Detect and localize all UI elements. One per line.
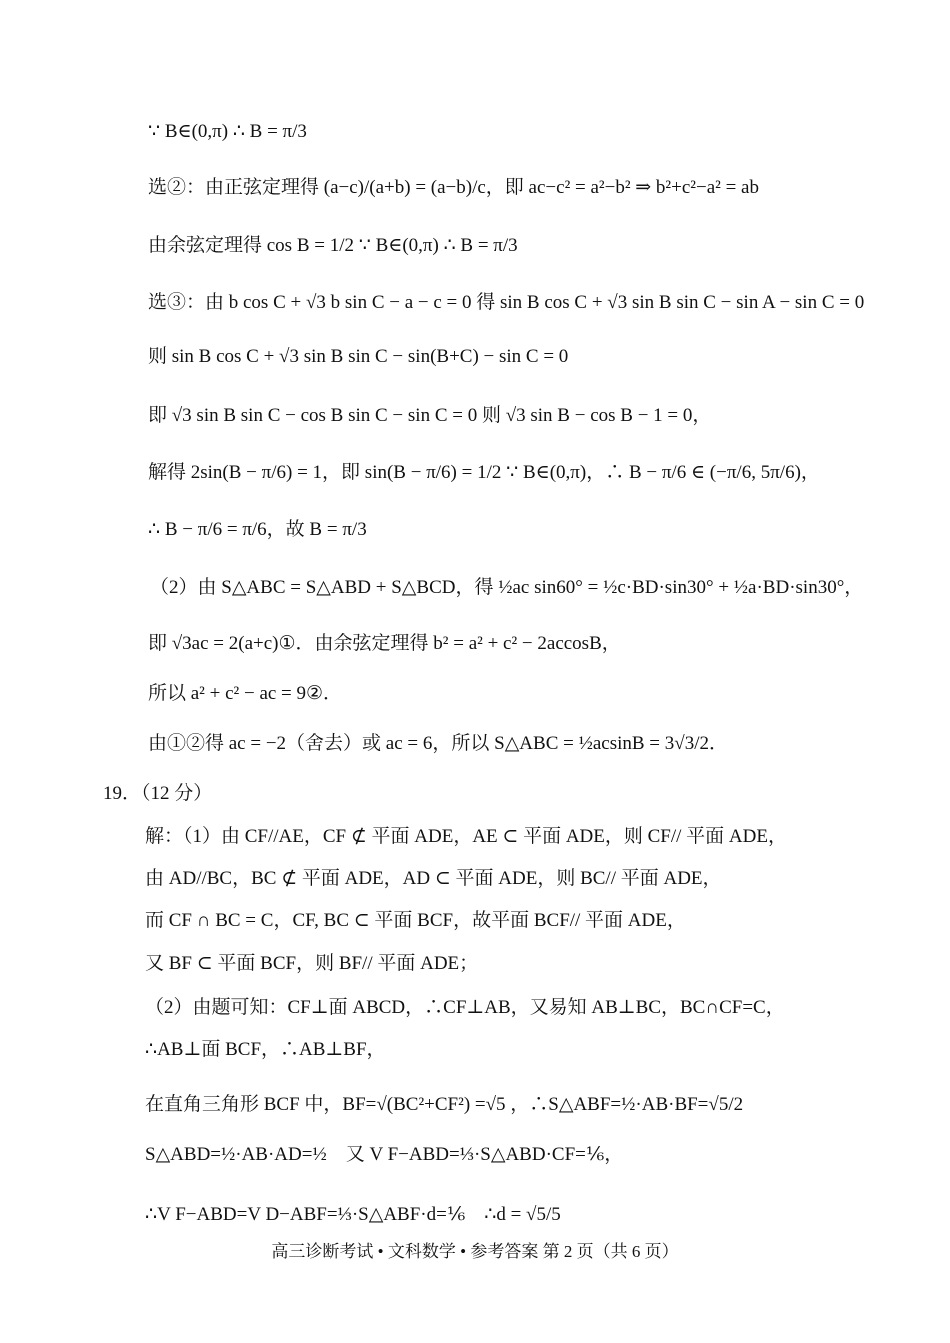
page-footer: 高三诊断考试 • 文科数学 • 参考答案 第 2 页（共 6 页）: [271, 1242, 679, 1261]
text-line: ∴V F−ABD=V D−ABF=⅓·S△ABF·d=⅙ ∴d = √5/5: [145, 1204, 561, 1225]
text-line: ∴AB⊥面 BCF，∴AB⊥BF，: [145, 1039, 386, 1060]
text-line: S△ABD=½·AB·AD=½ 又 V F−ABD=⅓·S△ABD·CF=⅙，: [145, 1144, 624, 1165]
question-heading: 19．（12 分）: [103, 783, 213, 804]
text-line: 所以 a² + c² − ac = 9②．: [148, 683, 343, 704]
text-line: （2）由 S△ABC = S△ABD + S△BCD，得 ½ac sin60° = ½c·BD·sin30° + ½a·BD·sin30°，: [150, 577, 864, 598]
text-line: 由 AD//BC，BC ⊄ 平面 ADE，AD ⊂ 平面 ADE，则 BC// 平面 ADE，: [145, 868, 722, 889]
text-line: 又 BF ⊂ 平面 BCF，则 BF// 平面 ADE；: [145, 953, 479, 974]
text-line: 由余弦定理得 cos B = 1/2 ∵ B∈(0,π) ∴ B = π/3: [148, 235, 518, 256]
text-line: 由①②得 ac = −2（舍去）或 ac = 6，所以 S△ABC = ½acsinB = 3√3/2．: [148, 733, 728, 754]
text-line: 则 sin B cos C + √3 sin B sin C − sin(B+C) − sin C = 0: [148, 346, 569, 367]
text-line: 解得 2sin(B − π/6) = 1，即 sin(B − π/6) = 1/2 ∵ B∈(0,π)，∴ B − π/6 ∈ (−π/6, 5π/6)，: [148, 462, 820, 483]
text-line: 解：（1）由 CF//AE，CF ⊄ 平面 ADE，AE ⊂ 平面 ADE，则 CF// 平面 ADE，: [145, 826, 787, 847]
text-line: 选③：由 b cos C + √3 b sin C − a − c = 0 得 sin B cos C + √3 sin B sin C − sin A − sin C = 0: [148, 292, 865, 313]
text-line: 即 √3 sin B sin C − cos B sin C − sin C = 0 则 √3 sin B − cos B − 1 = 0，: [148, 405, 712, 426]
text-line: （2）由题可知：CF⊥面 ABCD，∴CF⊥AB，又易知 AB⊥BC，BC∩CF=C，: [145, 997, 785, 1018]
text-line: 而 CF ∩ BC = C，CF, BC ⊂ 平面 BCF，故平面 BCF// 平面 ADE，: [145, 910, 686, 931]
text-line: ∴ B − π/6 = π/6，故 B = π/3: [148, 519, 367, 540]
text-line: 即 √3ac = 2(a+c)①．由余弦定理得 b² = a² + c² − 2accosB，: [148, 633, 621, 654]
text-line: ∵ B∈(0,π) ∴ B = π/3: [148, 121, 307, 142]
text-line: 在直角三角形 BCF 中，BF=√(BC²+CF²) =√5 ，∴S△ABF=½·AB·BF=√5/2: [145, 1094, 744, 1115]
text-line: 选②：由正弦定理得 (a−c)/(a+b) = (a−b)/c，即 ac−c² = a²−b² ⇒ b²+c²−a² = ab: [148, 177, 759, 198]
